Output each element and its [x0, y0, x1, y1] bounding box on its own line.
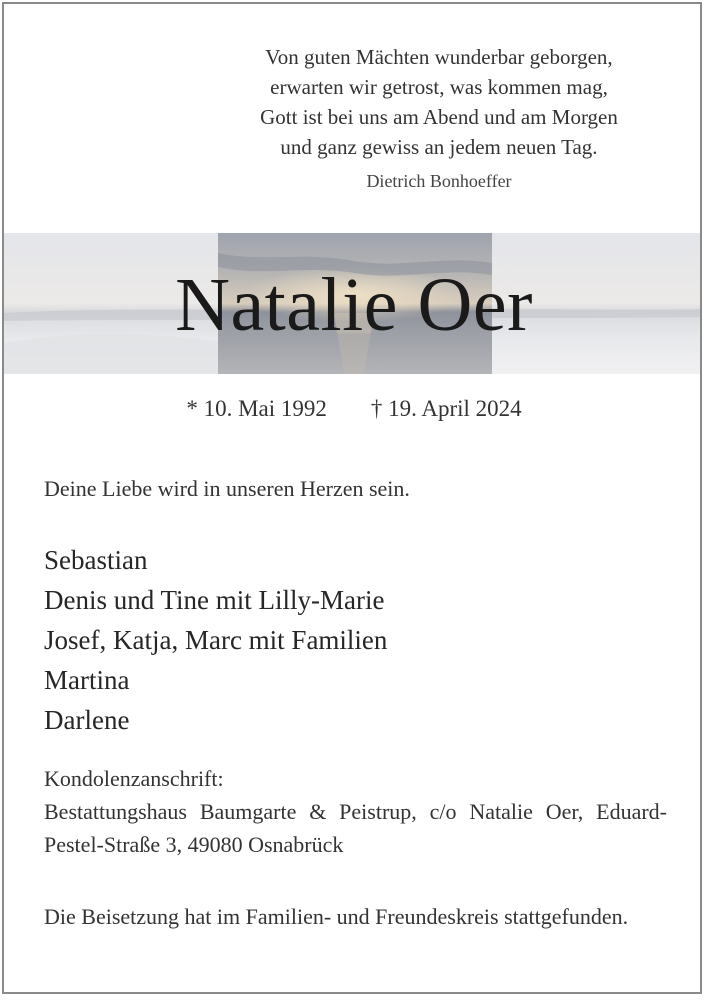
birth-date: * 10. Mai 1992 [186, 396, 327, 421]
death-date: † 19. April 2024 [370, 396, 522, 421]
poem-line: Von guten Mächten wunderbar geborgen, [265, 45, 613, 69]
obituary-card [2, 2, 702, 994]
deceased-name: Natalie Oer [175, 263, 533, 347]
mourner-name: Josef, Katja, Marc mit Familien [44, 625, 388, 655]
mourner-name: Martina [44, 665, 130, 695]
mourner-name: Sebastian [44, 545, 148, 575]
mourners-list [44, 540, 674, 740]
condolence-heading: Kondolenzanschrift: [44, 766, 224, 791]
poem-line: Gott ist bei uns am Abend und am Morgen [260, 105, 618, 129]
condolence-address: Bestattungshaus Baumgarte & Peistrup, c/o Natalie Oer, Eduard-Pestel-Straße 3, 49080 Osnabrück [44, 799, 667, 857]
memorial-quote: Deine Liebe wird in unseren Herzen sein. [44, 476, 410, 501]
mourner-name: Denis und Tine mit Lilly-Marie [44, 585, 385, 615]
poem [184, 42, 694, 192]
poem-line: erwarten wir getrost, was kommen mag, [270, 75, 608, 99]
poem-line: und ganz gewiss an jedem neuen Tag. [280, 135, 598, 159]
condolence-address-block [44, 762, 667, 861]
mourner-name: Darlene [44, 705, 130, 735]
burial-note: Die Beisetzung hat im Familien- und Freundeskreis stattgefunden. [44, 904, 629, 929]
life-dates [4, 394, 702, 424]
poem-author: Dietrich Bonhoeffer [366, 171, 512, 191]
